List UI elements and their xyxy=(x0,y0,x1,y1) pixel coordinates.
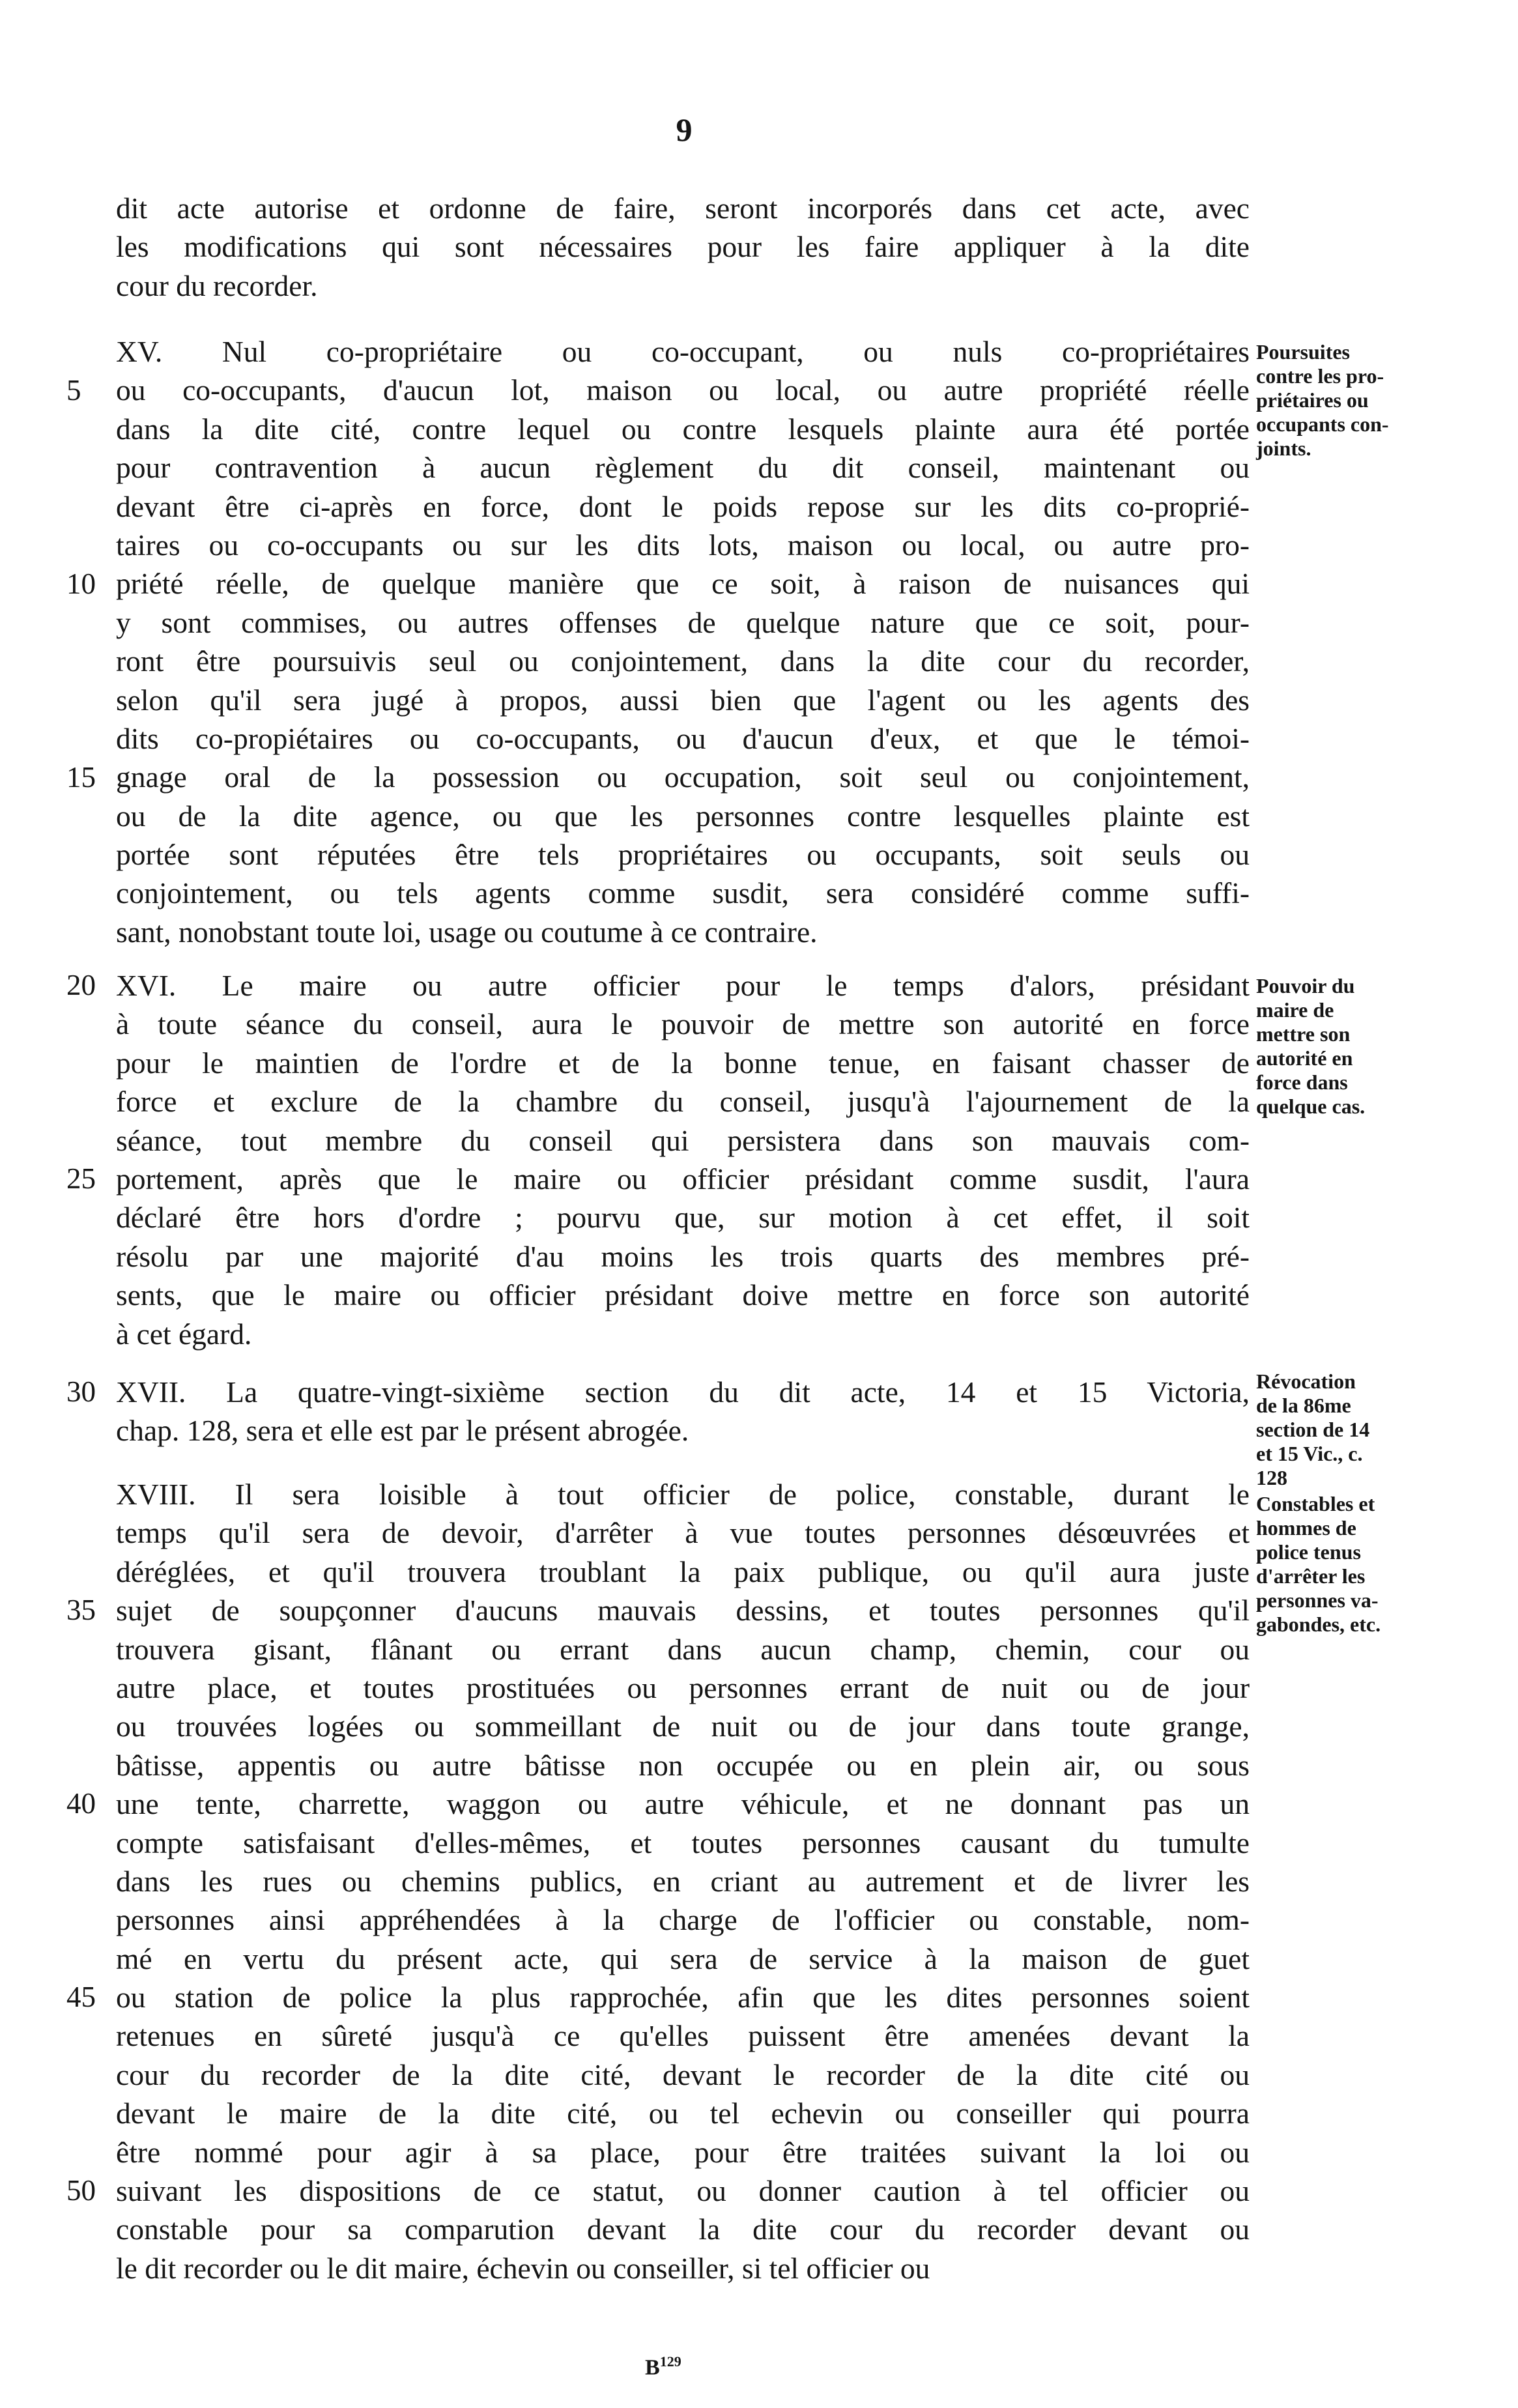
marginal-note-line: d'arrêter les xyxy=(1256,1564,1366,1588)
paragraph-sec-xv xyxy=(116,332,1250,951)
text-line: chap. 128, sera et elle est par le présent abrogée. xyxy=(116,1414,689,1448)
line-number: 45 xyxy=(66,1981,96,2013)
text-line: XVII. La quatre-vingt-sixième section du dit acte, 14 et 15 Victoria, xyxy=(116,1375,1250,1409)
text-line: devant le maire de la dite cité, ou tel echevin ou conseiller qui pourra xyxy=(116,2097,1250,2130)
line-number: 50 xyxy=(66,2174,96,2207)
text-line: compte satisfaisant d'elles-mêmes, et toutes personnes causant du tumulte xyxy=(116,1826,1250,1859)
marginal-note xyxy=(1256,1492,1471,1637)
line-number: 25 xyxy=(66,1162,96,1195)
marginal-note xyxy=(1256,340,1471,461)
paragraph-sec-xvi xyxy=(116,966,1250,1353)
line-number: 30 xyxy=(66,1375,96,1408)
text-line: ou trouvées logées ou sommeillant de nuit ou de jour dans toute grange, xyxy=(116,1710,1250,1743)
text-line: selon qu'il sera jugé à propos, aussi bien que l'agent ou les agents des xyxy=(116,683,1250,717)
text-line: constable pour sa comparution devant la dite cour du recorder devant ou xyxy=(116,2213,1250,2246)
text-line: ou co-occupants, d'aucun lot, maison ou local, ou autre propriété réelle xyxy=(116,373,1250,407)
marginal-note-line: contre les pro- xyxy=(1256,364,1384,388)
text-line: devant être ci-après en force, dont le poids repose sur les dits co-proprié- xyxy=(116,489,1250,523)
paragraph-intro xyxy=(116,189,1250,305)
text-line: trouvera gisant, flânant ou errant dans aucun champ, chemin, cour ou xyxy=(116,1632,1250,1666)
text-line: à toute séance du conseil, aura le pouvoir de mettre son autorité en force xyxy=(116,1007,1250,1041)
line-number: 15 xyxy=(66,761,96,794)
line-number: 10 xyxy=(66,567,96,600)
text-line: séance, tout membre du conseil qui persistera dans son mauvais com- xyxy=(116,1123,1250,1157)
marginal-note-line: police tenus xyxy=(1256,1540,1361,1564)
marginal-note-line: mettre son xyxy=(1256,1022,1351,1046)
text-line: XVIII. Il sera loisible à tout officier de police, constable, durant le xyxy=(116,1478,1250,1511)
printer-signature: $B^{129}$ xyxy=(645,2353,681,2380)
text-line: dans la dite cité, contre lequel ou contre lesquels plainte aura été portée xyxy=(116,412,1250,446)
text-line: les modifications qui sont nécessaires pour les faire appliquer à la dite xyxy=(116,230,1250,264)
marginal-note-line: Poursuites xyxy=(1256,340,1350,364)
marginal-note-line: maire de xyxy=(1256,998,1334,1022)
paragraph-sec-xviii xyxy=(116,1475,1250,2287)
text-line: y sont commises, ou autres offenses de quelque nature que ce soit, pour- xyxy=(116,605,1250,639)
marginal-note-line: 128 xyxy=(1256,1466,1287,1489)
text-line: XVI. Le maire ou autre officier pour le temps d'alors, présidant xyxy=(116,969,1250,1002)
text-line: conjointement, ou tels agents comme susdit, sera considéré comme suffi- xyxy=(116,876,1250,910)
marginal-note-line: force dans xyxy=(1256,1070,1348,1094)
text-line: sant, nonobstant toute loi, usage ou coutume à ce contraire. xyxy=(116,915,818,949)
marginal-note-line: priétaires ou xyxy=(1256,388,1369,412)
text-line: le dit recorder ou le dit maire, échevin ou conseiller, si tel officier ou xyxy=(116,2251,930,2285)
text-line: à cet égard. xyxy=(116,1317,252,1351)
text-line: taires ou co-occupants ou sur les dits lots, maison ou local, ou autre pro- xyxy=(116,528,1250,562)
text-line: sujet de soupçonner d'aucuns mauvais dessins, et toutes personnes qu'il xyxy=(116,1594,1250,1627)
text-line: temps qu'il sera de devoir, d'arrêter à vue toutes personnes désœuvrées et xyxy=(116,1516,1250,1550)
marginal-note-line: Révocation xyxy=(1256,1369,1356,1393)
text-line: priété réelle, de quelque manière que ce soit, à raison de nuisances qui xyxy=(116,567,1250,601)
text-line: bâtisse, appentis ou autre bâtisse non occupée ou en plein air, ou sous xyxy=(116,1748,1250,1782)
marginal-note-line: section de 14 xyxy=(1256,1418,1370,1441)
text-line: portée sont réputées être tels propriétaires ou occupants, soit seuls ou xyxy=(116,838,1250,872)
text-line: une tente, charrette, waggon ou autre véhicule, et ne donnant pas un xyxy=(116,1787,1250,1821)
paragraph-sec-xvii xyxy=(116,1373,1250,1450)
marginal-note-line: Constables et xyxy=(1256,1492,1375,1515)
text-line: ou de la dite agence, ou que les personnes contre lesquelles plainte est xyxy=(116,799,1250,833)
marginal-note-line: personnes va- xyxy=(1256,1588,1379,1612)
text-line: ou station de police la plus rapprochée, afin que les dites personnes soient xyxy=(116,1981,1250,2014)
marginal-note-line: de la 86me xyxy=(1256,1394,1351,1417)
text-line: dit acte autorise et ordonne de faire, seront incorporés dans cet acte, avec xyxy=(116,192,1250,225)
marginal-note-line: occupants con- xyxy=(1256,412,1389,436)
marginal-note-line: gabondes, etc. xyxy=(1256,1612,1381,1636)
text-line: déclaré être hors d'ordre ; pourvu que, sur motion à cet effet, il soit xyxy=(116,1201,1250,1235)
text-line: autre place, et toutes prostituées ou personnes errant de nuit ou de jour xyxy=(116,1670,1250,1704)
text-line: force et exclure de la chambre du conseil, jusqu'à l'ajournement de la xyxy=(116,1085,1250,1119)
marginal-note-line: et 15 Vic., c. xyxy=(1256,1442,1363,1465)
page-number: 9 xyxy=(676,111,693,148)
marginal-note-line: hommes de xyxy=(1256,1516,1356,1540)
marginal-note-line: quelque cas. xyxy=(1256,1095,1366,1118)
text-line: cour du recorder de la dite cité, devant le recorder de la dite cité ou xyxy=(116,2057,1250,2091)
line-number: 35 xyxy=(66,1594,96,1626)
text-line: portement, après que le maire ou officier présidant comme susdit, l'aura xyxy=(116,1162,1250,1196)
text-line: ront être poursuivis seul ou conjointement, dans la dite cour du recorder, xyxy=(116,644,1250,678)
text-line: résolu par une majorité d'au moins les trois quarts des membres pré- xyxy=(116,1239,1250,1273)
text-line: personnes ainsi appréhendées à la charge de l'officier ou constable, nom- xyxy=(116,1903,1250,1937)
marginal-note xyxy=(1256,974,1471,1119)
text-line: suivant les dispositions de ce statut, ou donner caution à tel officier ou xyxy=(116,2174,1250,2208)
line-number: 20 xyxy=(66,969,96,1001)
text-line: pour contravention à aucun règlement du dit conseil, maintenant ou xyxy=(116,451,1250,485)
text-line: pour le maintien de l'ordre et de la bonne tenue, en faisant chasser de xyxy=(116,1046,1250,1080)
marginal-note xyxy=(1256,1369,1471,1490)
text-line: XV. Nul co-propriétaire ou co-occupant, ou nuls co-propriétaires xyxy=(116,335,1250,368)
text-line: dans les rues ou chemins publics, en criant au autrement et de livrer les xyxy=(116,1864,1250,1898)
marginal-note-line: autorité en xyxy=(1256,1046,1353,1070)
text-line: sents, que le maire ou officier présidant doive mettre en force son autorité xyxy=(116,1278,1250,1312)
line-number: 40 xyxy=(66,1787,96,1820)
text-line: retenues en sûreté jusqu'à ce qu'elles puissent être amenées devant la xyxy=(116,2019,1250,2053)
marginal-note-line: joints. xyxy=(1256,437,1311,460)
text-line: mé en vertu du présent acte, qui sera de service à la maison de guet xyxy=(116,1942,1250,1975)
line-number: 5 xyxy=(66,374,81,407)
text-line: gnage oral de la possession ou occupation, soit seul ou conjointement, xyxy=(116,760,1250,794)
text-line: déréglées, et qu'il trouvera troublant la paix publique, ou qu'il aura juste xyxy=(116,1555,1250,1588)
text-line: cour du recorder. xyxy=(116,268,318,302)
text-line: être nommé pour agir à sa place, pour être traitées suivant la loi ou xyxy=(116,2135,1250,2169)
text-line: dits co-propiétaires ou co-occupants, ou d'aucun d'eux, et que le témoi- xyxy=(116,721,1250,755)
marginal-note-line: Pouvoir du xyxy=(1256,974,1355,997)
